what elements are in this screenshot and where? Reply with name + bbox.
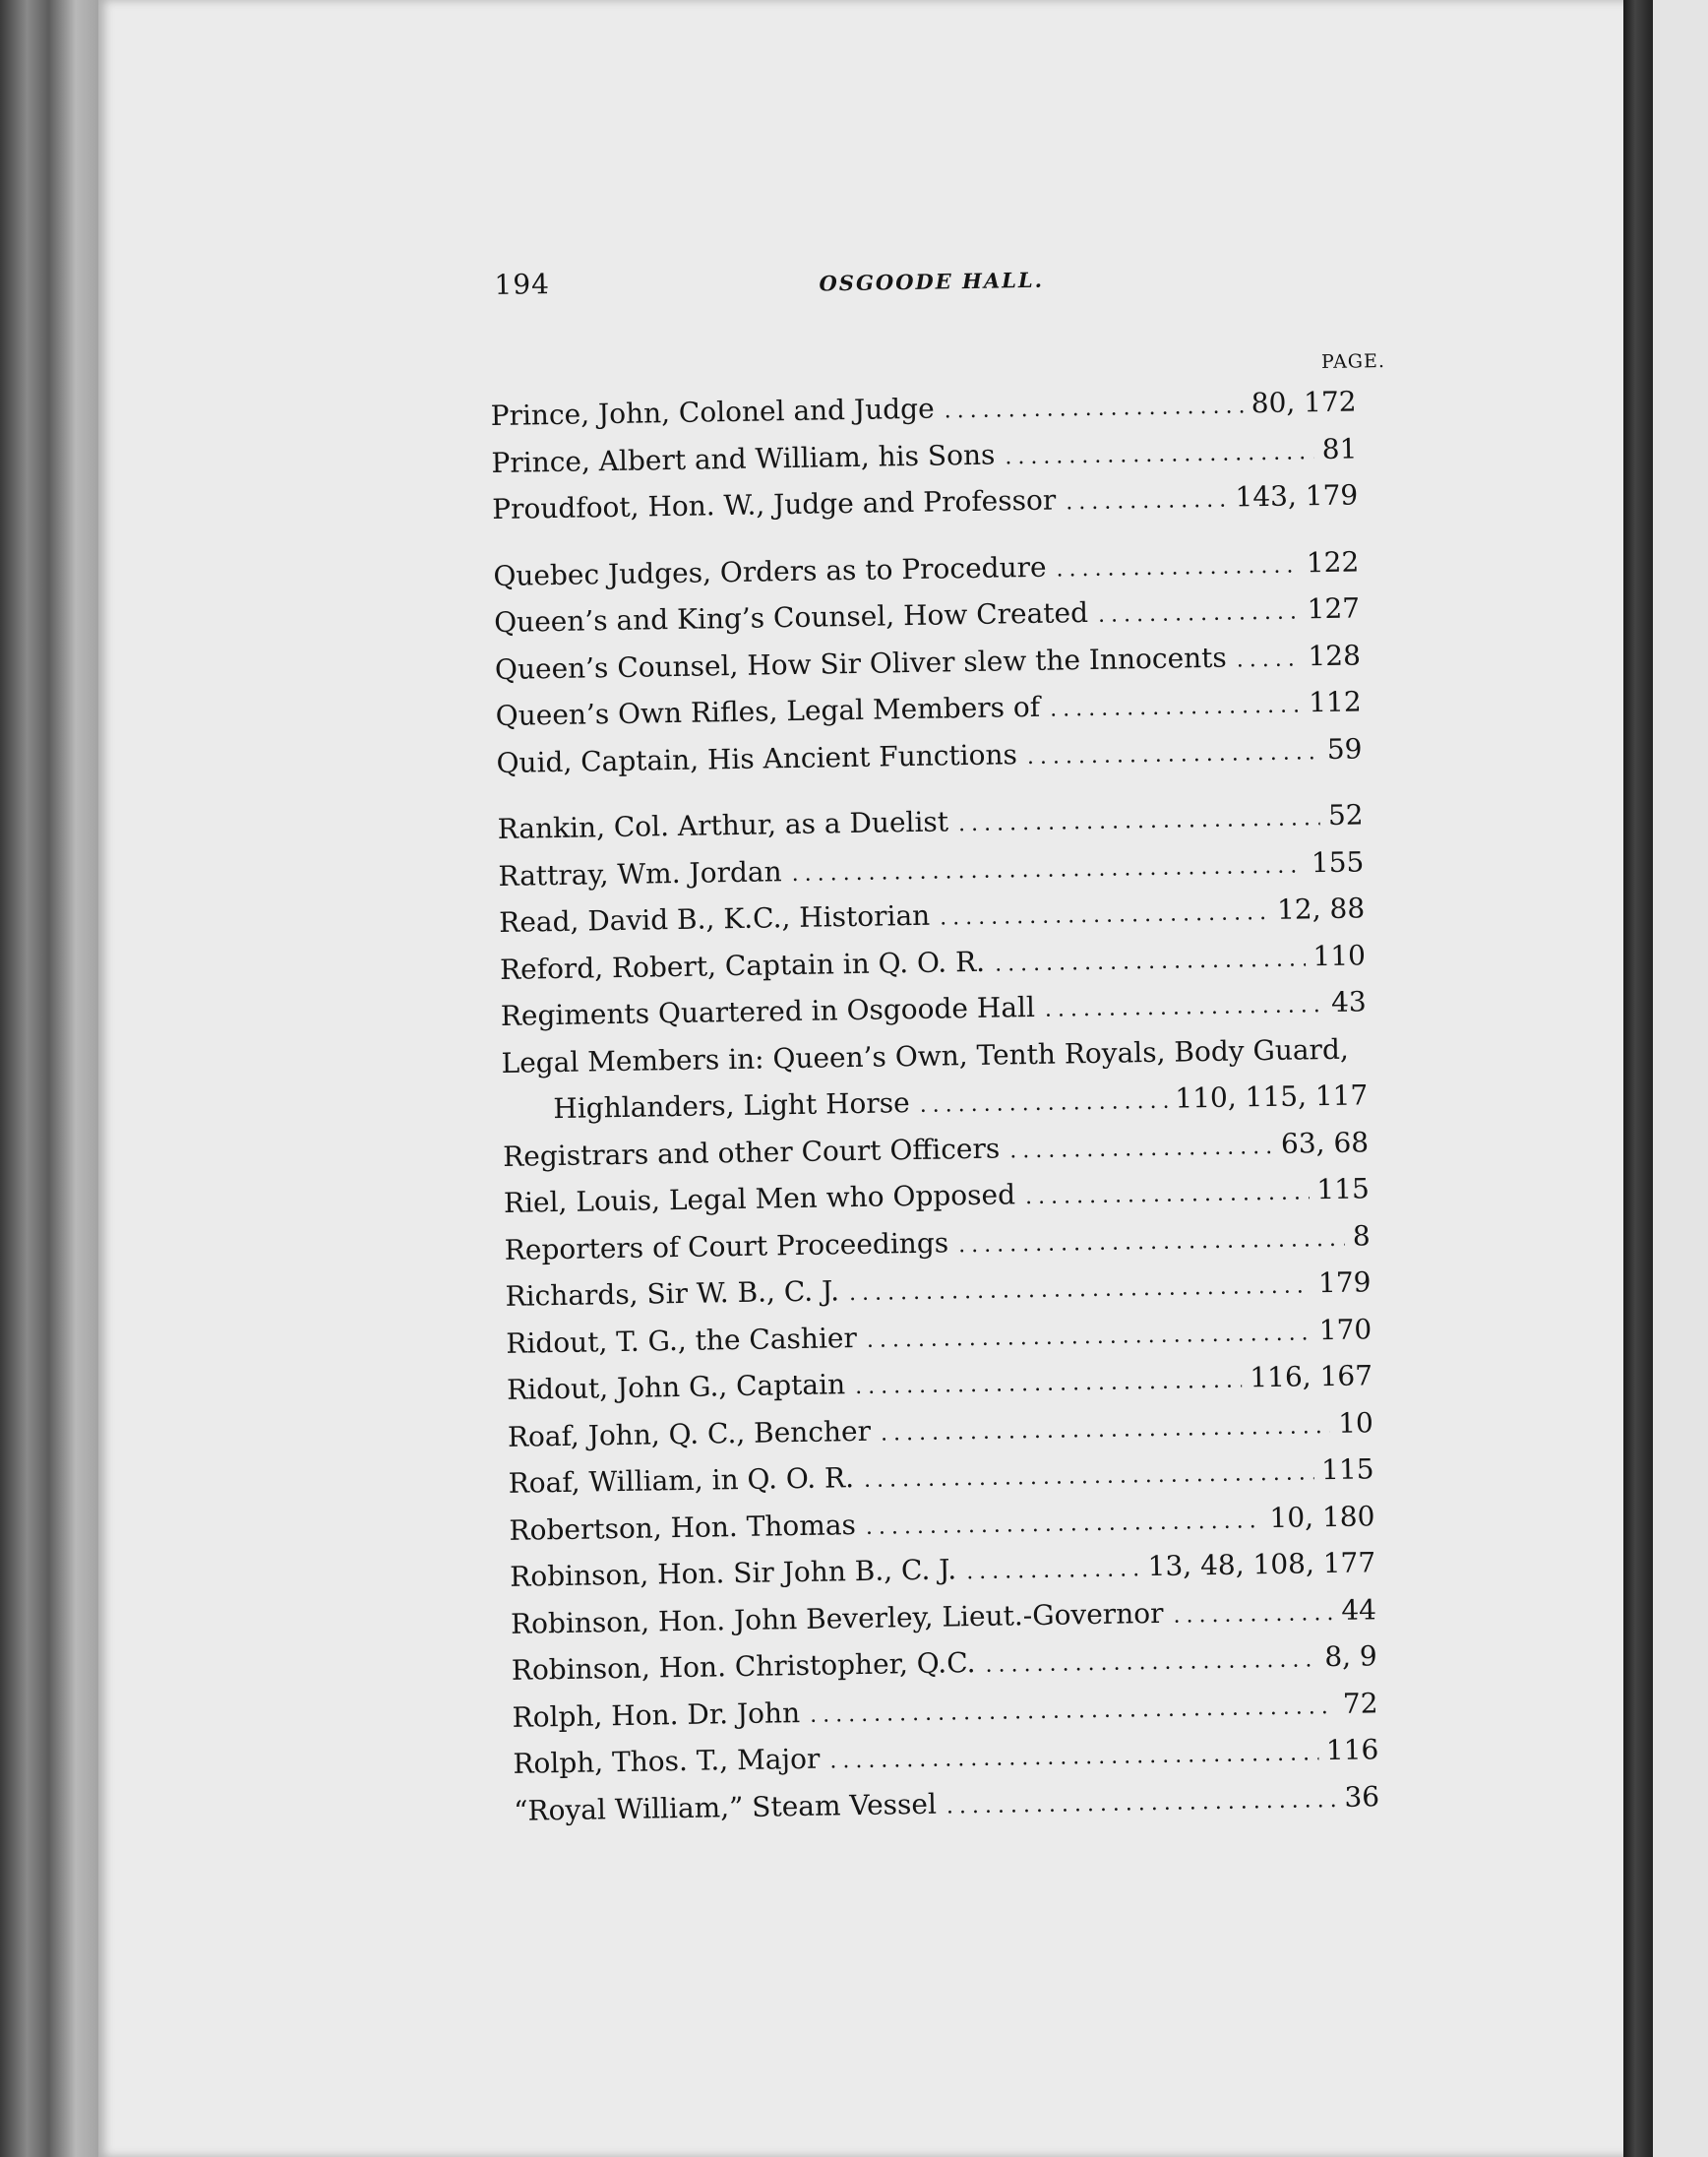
entry-name: Ridout, John G., Captain bbox=[506, 1368, 846, 1406]
entry-name: Robertson, Hon. Thomas bbox=[509, 1508, 857, 1547]
entry-name: “Royal William,” Steam Vessel bbox=[513, 1787, 938, 1827]
entry-name: Robinson, Hon. Christopher, Q.C. bbox=[511, 1646, 976, 1687]
entry-name: Regiments Quartered in Osgoode Hall bbox=[500, 990, 1036, 1032]
entry-name: Queen’s Counsel, How Sir Oliver slew the Innocents bbox=[494, 641, 1228, 686]
dot-leader bbox=[1173, 1590, 1334, 1639]
entry-name: Queen’s and King’s Counsel, How Created bbox=[493, 596, 1089, 640]
entry-pages: 81 bbox=[1321, 431, 1358, 465]
entry-name: Robinson, Hon. John Beverley, Lieut.-Governor bbox=[510, 1596, 1164, 1640]
entry-pages: 112 bbox=[1308, 685, 1362, 719]
entry-pages: 72 bbox=[1342, 1686, 1378, 1720]
dot-leader bbox=[944, 383, 1244, 435]
entry-name: Reford, Robert, Captain in Q. O. R. bbox=[499, 945, 986, 986]
entry-name: Roaf, William, in Q. O. R. bbox=[508, 1461, 855, 1500]
dot-leader bbox=[864, 1449, 1314, 1504]
entry-name: Rattray, Wm. Jordan bbox=[498, 854, 782, 893]
entry-pages: 179 bbox=[1317, 1265, 1372, 1300]
entry-pages: 36 bbox=[1344, 1779, 1380, 1814]
entry-pages: 143, 179 bbox=[1235, 478, 1359, 514]
dot-leader bbox=[966, 1546, 1140, 1595]
entry-name: Queen’s Own Rifles, Legal Members of bbox=[495, 690, 1041, 733]
entry-name: Rankin, Col. Arthur, as a Duelist bbox=[497, 805, 949, 845]
entry-pages: 10, 180 bbox=[1269, 1499, 1375, 1534]
book-page-edges bbox=[0, 0, 108, 2157]
book-gutter bbox=[1623, 0, 1653, 2157]
entry-pages: 110 bbox=[1312, 938, 1367, 972]
entry-name: Proudfoot, Hon. W., Judge and Professor bbox=[492, 483, 1057, 526]
entry-name: Roaf, John, Q. C., Bencher bbox=[507, 1414, 872, 1453]
entry-name: Quid, Captain, His Ancient Functions bbox=[496, 737, 1018, 779]
dot-leader bbox=[1025, 1169, 1310, 1220]
entry-pages: 116 bbox=[1325, 1733, 1379, 1767]
dot-leader bbox=[946, 1776, 1337, 1829]
running-title: OSGOODE HALL. bbox=[819, 267, 1045, 296]
entry-pages: 155 bbox=[1311, 844, 1365, 879]
entry-pages: 43 bbox=[1330, 985, 1367, 1018]
dot-leader bbox=[1098, 588, 1300, 639]
entry-name: Rolph, Thos. T., Major bbox=[513, 1742, 821, 1780]
entry-pages: 44 bbox=[1341, 1592, 1377, 1627]
entry-pages: 63, 68 bbox=[1280, 1125, 1370, 1160]
entry-pages: 115 bbox=[1320, 1452, 1374, 1487]
dot-leader bbox=[995, 936, 1306, 988]
entry-pages: 116, 167 bbox=[1250, 1359, 1373, 1394]
dot-leader bbox=[1056, 542, 1299, 593]
page-number: 194 bbox=[494, 268, 551, 301]
entry-pages: 13, 48, 108, 177 bbox=[1147, 1546, 1376, 1583]
dot-leader bbox=[1050, 682, 1302, 733]
entry-pages: 110, 115, 117 bbox=[1175, 1078, 1369, 1115]
entry-name: Legal Members in: Queen’s Own, Tenth Royals, Body Guard, bbox=[501, 1032, 1349, 1079]
dot-leader bbox=[940, 890, 1270, 942]
dot-leader bbox=[855, 1358, 1243, 1411]
page-column-label: PAGE. bbox=[1320, 349, 1386, 374]
entry-pages: 122 bbox=[1306, 544, 1360, 579]
dot-leader bbox=[919, 1078, 1167, 1130]
entry-name: Richards, Sir W. B., C. J. bbox=[505, 1274, 840, 1313]
entry-name: Quebec Judges, Orders as to Procedure bbox=[493, 550, 1047, 592]
dot-leader bbox=[849, 1263, 1312, 1317]
entry-name: Ridout, T. G., the Cashier bbox=[506, 1321, 858, 1360]
entry-pages: 80, 172 bbox=[1250, 385, 1357, 420]
dot-leader bbox=[958, 795, 1321, 848]
entry-pages: 12, 88 bbox=[1276, 892, 1366, 926]
entry-pages: 115 bbox=[1316, 1172, 1371, 1206]
dot-leader bbox=[791, 842, 1304, 897]
entry-name: Rolph, Hon. Dr. John bbox=[512, 1695, 801, 1734]
index-entries bbox=[490, 378, 1379, 1833]
facing-page-edge bbox=[1653, 0, 1708, 2157]
dot-leader bbox=[1027, 729, 1320, 780]
dot-leader bbox=[881, 1403, 1331, 1457]
entry-name: Riel, Louis, Legal Men who Opposed bbox=[503, 1178, 1016, 1219]
entry-name: Prince, Albert and William, his Sons bbox=[491, 438, 996, 479]
dot-leader bbox=[1066, 477, 1228, 526]
entry-name: Prince, John, Colonel and Judge bbox=[490, 392, 935, 433]
dot-leader bbox=[958, 1215, 1346, 1268]
entry-pages: 8, 9 bbox=[1324, 1639, 1377, 1674]
dot-leader bbox=[1009, 1123, 1274, 1174]
entry-pages: 127 bbox=[1307, 591, 1361, 626]
dot-leader bbox=[829, 1730, 1318, 1785]
entry-name: Reporters of Court Proceedings bbox=[504, 1225, 949, 1266]
entry-pages: 128 bbox=[1308, 638, 1362, 672]
dot-leader bbox=[1236, 636, 1300, 684]
entry-pages: 8 bbox=[1352, 1218, 1371, 1253]
dot-leader bbox=[985, 1636, 1317, 1689]
entry-name: Highlanders, Light Horse bbox=[553, 1086, 910, 1126]
entry-name: Robinson, Hon. Sir John B., C. J. bbox=[509, 1553, 957, 1593]
entry-pages: 52 bbox=[1327, 798, 1364, 832]
entry-pages: 10 bbox=[1337, 1405, 1374, 1440]
entry-pages: 59 bbox=[1326, 731, 1363, 766]
entry-pages: 170 bbox=[1318, 1312, 1372, 1346]
entry-name: Read, David B., K.C., Historian bbox=[498, 898, 931, 939]
entry-name: Registrars and other Court Officers bbox=[502, 1132, 1001, 1173]
